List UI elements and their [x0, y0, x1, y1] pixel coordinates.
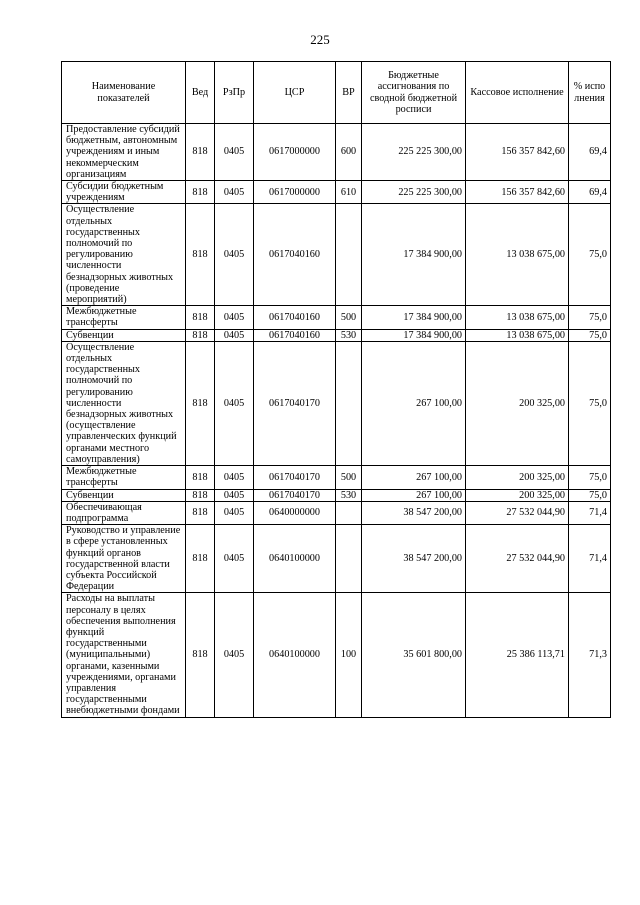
- cell-vr: 610: [336, 181, 362, 204]
- cell-rzpr: 0405: [215, 501, 254, 524]
- cell-name: Расходы на выплаты персоналу в целях обеспечения выполнения функций государственными (муниципальными) органами, казенными учреждениями, органами управления государственными внебюджетными фондами: [62, 593, 186, 717]
- cell-vr: 600: [336, 124, 362, 181]
- cell-csr: 0617040160: [254, 306, 336, 329]
- cell-cash: 200 325,00: [466, 466, 569, 489]
- cell-vr: [336, 525, 362, 593]
- cell-name: Межбюджетные трансферты: [62, 306, 186, 329]
- page-number: 225: [310, 32, 330, 47]
- cell-percent: 75,0: [569, 306, 611, 329]
- cell-csr: 0640100000: [254, 593, 336, 717]
- table-row: [62, 306, 611, 329]
- cell-cash: 27 532 044,90: [466, 501, 569, 524]
- cell-csr: 0617040170: [254, 489, 336, 501]
- cell-budget: 38 547 200,00: [362, 501, 466, 524]
- cell-name: Руководство и управление в сфере установленных функций органов государственной власти субъекта Российской Федерации: [62, 525, 186, 593]
- table-row: [62, 525, 611, 593]
- cell-vr: 500: [336, 306, 362, 329]
- budget-execution-table: [61, 61, 611, 718]
- table-header-row: [62, 62, 611, 124]
- cell-ved: 818: [186, 341, 215, 465]
- table-row: [62, 329, 611, 341]
- header-name: Наименование показателей: [62, 62, 186, 124]
- cell-ved: 818: [186, 593, 215, 717]
- cell-vr: 100: [336, 593, 362, 717]
- cell-rzpr: 0405: [215, 593, 254, 717]
- cell-percent: 71,4: [569, 525, 611, 593]
- header-rzpr: РзПр: [215, 62, 254, 124]
- cell-csr: 0617000000: [254, 181, 336, 204]
- table-row: [62, 489, 611, 501]
- header-ved: Вед: [186, 62, 215, 124]
- cell-rzpr: 0405: [215, 124, 254, 181]
- cell-rzpr: 0405: [215, 329, 254, 341]
- cell-csr: 0617040170: [254, 341, 336, 465]
- cell-cash: 13 038 675,00: [466, 204, 569, 306]
- cell-vr: [336, 204, 362, 306]
- cell-name: Обеспечивающая подпрограмма: [62, 501, 186, 524]
- cell-budget: 38 547 200,00: [362, 525, 466, 593]
- table-row: [62, 181, 611, 204]
- cell-cash: 156 357 842,60: [466, 124, 569, 181]
- cell-budget: 225 225 300,00: [362, 124, 466, 181]
- cell-vr: [336, 501, 362, 524]
- cell-percent: 69,4: [569, 181, 611, 204]
- header-vr: ВР: [336, 62, 362, 124]
- cell-csr: 0640100000: [254, 525, 336, 593]
- cell-ved: 818: [186, 329, 215, 341]
- header-budget: Бюджетные ассигнования по сводной бюджетной росписи: [362, 62, 466, 124]
- cell-percent: 69,4: [569, 124, 611, 181]
- cell-name: Субсидии бюджетным учреждениям: [62, 181, 186, 204]
- cell-ved: 818: [186, 501, 215, 524]
- cell-name: Осуществление отдельных государственных полномочий по регулированию численности безнадзорных животных (осуществление управленческих функций органами местного самоуправления): [62, 341, 186, 465]
- cell-rzpr: 0405: [215, 181, 254, 204]
- cell-name: Субвенции: [62, 329, 186, 341]
- cell-vr: 530: [336, 329, 362, 341]
- cell-percent: 71,3: [569, 593, 611, 717]
- cell-rzpr: 0405: [215, 341, 254, 465]
- cell-percent: 75,0: [569, 329, 611, 341]
- table-row: [62, 466, 611, 489]
- table-row: [62, 501, 611, 524]
- cell-ved: 818: [186, 204, 215, 306]
- cell-percent: 75,0: [569, 341, 611, 465]
- cell-percent: 75,0: [569, 204, 611, 306]
- cell-cash: 200 325,00: [466, 489, 569, 501]
- cell-budget: 267 100,00: [362, 341, 466, 465]
- cell-budget: 35 601 800,00: [362, 593, 466, 717]
- cell-csr: 0640000000: [254, 501, 336, 524]
- cell-ved: 818: [186, 124, 215, 181]
- cell-percent: 75,0: [569, 466, 611, 489]
- cell-ved: 818: [186, 525, 215, 593]
- cell-cash: 27 532 044,90: [466, 525, 569, 593]
- header-cash: Кассовое исполнение: [466, 62, 569, 124]
- table-row: [62, 593, 611, 717]
- cell-rzpr: 0405: [215, 525, 254, 593]
- cell-rzpr: 0405: [215, 489, 254, 501]
- cell-cash: 25 386 113,71: [466, 593, 569, 717]
- cell-name: Предоставление субсидий бюджетным, автономным учреждениям и иным некоммерческим организациям: [62, 124, 186, 181]
- cell-vr: 500: [336, 466, 362, 489]
- cell-name: Осуществление отдельных государственных полномочий по регулированию численности безнадзорных животных (проведение мероприятий): [62, 204, 186, 306]
- cell-csr: 0617000000: [254, 124, 336, 181]
- cell-cash: 200 325,00: [466, 341, 569, 465]
- cell-ved: 818: [186, 489, 215, 501]
- cell-percent: 71,4: [569, 501, 611, 524]
- header-percent: % исполнения: [569, 62, 611, 124]
- cell-percent: 75,0: [569, 489, 611, 501]
- cell-csr: 0617040160: [254, 204, 336, 306]
- table-row: [62, 341, 611, 465]
- cell-ved: 818: [186, 306, 215, 329]
- cell-rzpr: 0405: [215, 306, 254, 329]
- cell-csr: 0617040170: [254, 466, 336, 489]
- cell-budget: 17 384 900,00: [362, 329, 466, 341]
- cell-rzpr: 0405: [215, 466, 254, 489]
- cell-name: Субвенции: [62, 489, 186, 501]
- cell-budget: 17 384 900,00: [362, 204, 466, 306]
- header-csr: ЦСР: [254, 62, 336, 124]
- cell-ved: 818: [186, 466, 215, 489]
- cell-csr: 0617040160: [254, 329, 336, 341]
- cell-vr: [336, 341, 362, 465]
- cell-budget: 17 384 900,00: [362, 306, 466, 329]
- table-row: [62, 124, 611, 181]
- cell-cash: 156 357 842,60: [466, 181, 569, 204]
- cell-name: Межбюджетные трансферты: [62, 466, 186, 489]
- cell-budget: 225 225 300,00: [362, 181, 466, 204]
- cell-cash: 13 038 675,00: [466, 329, 569, 341]
- cell-budget: 267 100,00: [362, 489, 466, 501]
- cell-ved: 818: [186, 181, 215, 204]
- cell-cash: 13 038 675,00: [466, 306, 569, 329]
- cell-vr: 530: [336, 489, 362, 501]
- table-row: [62, 204, 611, 306]
- cell-budget: 267 100,00: [362, 466, 466, 489]
- cell-rzpr: 0405: [215, 204, 254, 306]
